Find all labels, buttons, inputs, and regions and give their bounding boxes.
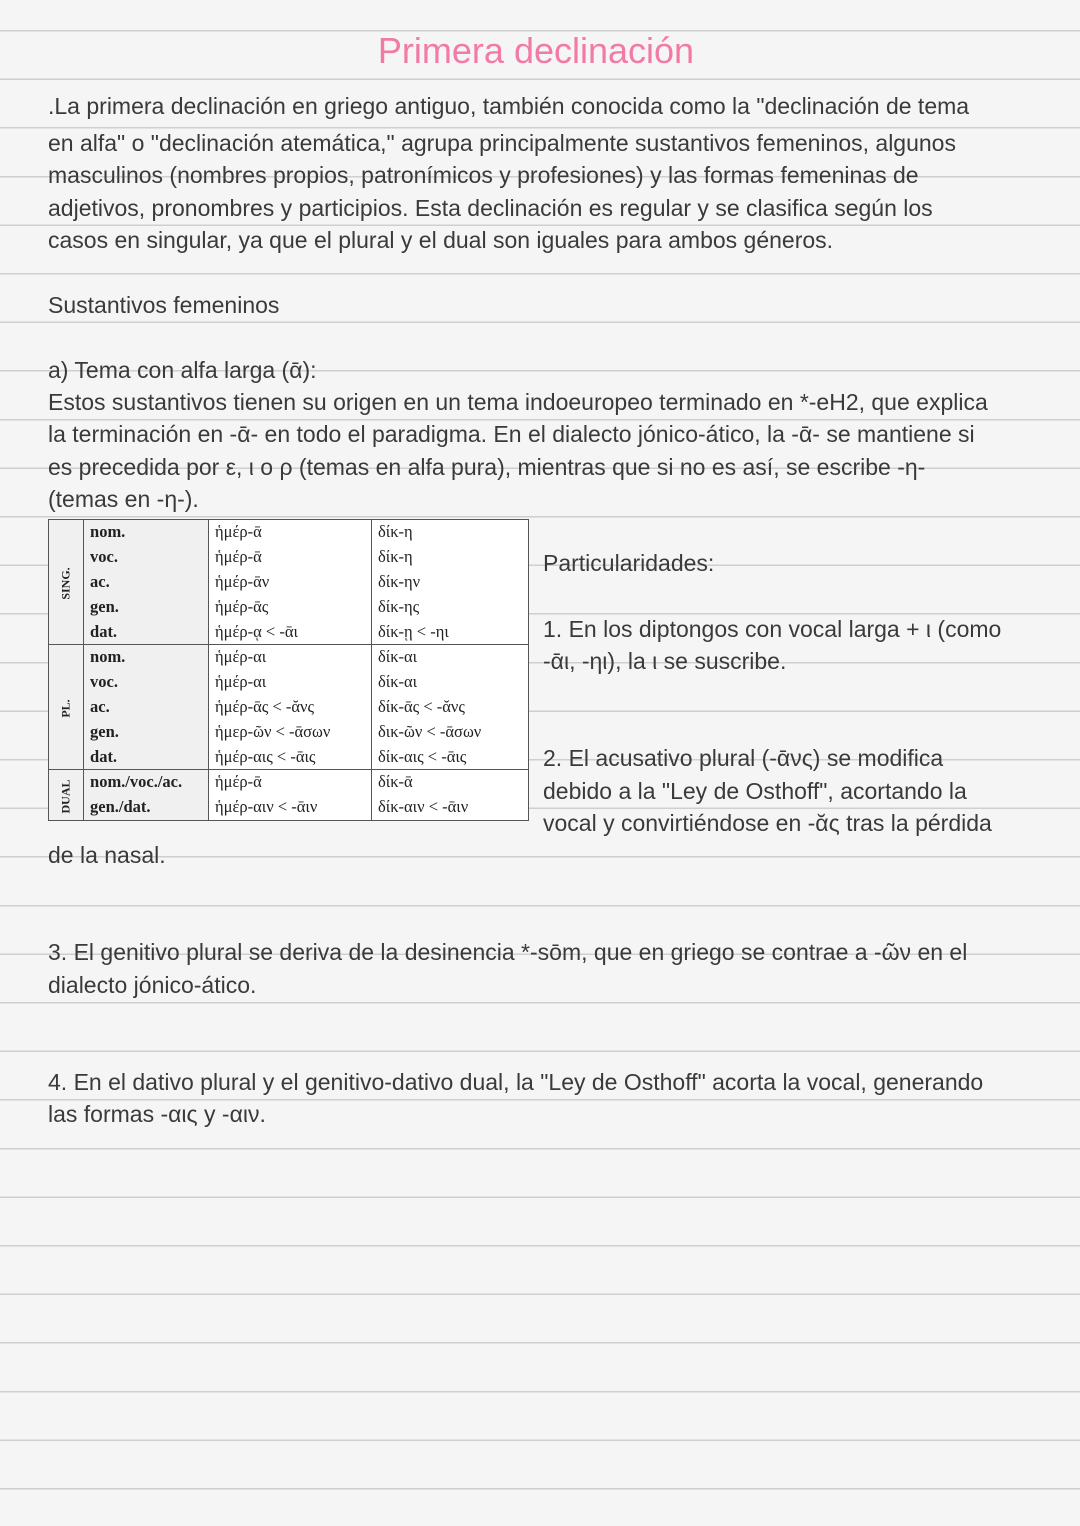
dike-form: δίκ-η	[372, 545, 529, 570]
group-label-text: PL.	[58, 699, 73, 718]
note-1-line: -ᾱι, -ηι), la ι se suscribe.	[543, 648, 787, 674]
number-group-label	[49, 644, 84, 769]
case-label: ac.	[84, 570, 209, 595]
note-2-line: debido a la "Ley de Osthoff", acortando la	[543, 778, 967, 804]
note-4-line: las formas -αις y -αιν.	[48, 1101, 266, 1127]
case-label: nom.	[84, 644, 209, 669]
particularities-heading: Particularidades:	[543, 550, 715, 576]
table-row	[49, 795, 529, 820]
subsection-line: la terminación en -ᾱ- en todo el paradigma. En el dialecto jónico-ático, la -ᾱ- se mantiene si	[48, 421, 975, 447]
case-label: nom.	[84, 520, 209, 545]
table-row	[49, 744, 529, 769]
dike-form: δίκ-η	[372, 520, 529, 545]
hemera-form: ἡμέρ-ᾱ	[209, 520, 372, 545]
case-label: gen./dat.	[84, 795, 209, 820]
hemera-form: ἡμέρ-ᾱς < -ᾰνς	[209, 695, 372, 720]
table-row	[49, 594, 529, 619]
subsection-line: es precedida por ε, ι o ρ (temas en alfa pura), mientras que si no es así, se escribe -η-	[48, 454, 926, 480]
case-label: dat.	[84, 619, 209, 644]
dike-form: δίκ-ᾱ	[372, 769, 529, 794]
case-label: dat.	[84, 744, 209, 769]
dike-form: δίκ-αι	[372, 644, 529, 669]
case-label: gen.	[84, 719, 209, 744]
page-title: Primera declinación	[377, 30, 695, 71]
case-label: voc.	[84, 670, 209, 695]
note-3-line: dialecto jónico-ático.	[48, 972, 257, 998]
section-heading: Sustantivos femeninos	[48, 292, 280, 318]
table-row	[49, 644, 529, 669]
intro-line: en alfa" o "declinación atemática," agrupa principalmente sustantivos femeninos, algunos	[48, 130, 956, 156]
table-row	[49, 670, 529, 695]
hemera-form: ἡμέρ-ᾱς	[209, 594, 372, 619]
intro-line: adjetivos, pronombres y participios. Esta declinación es regular y se clasifica según los	[48, 195, 933, 221]
hemera-form: ἡμέρ-ᾱν	[209, 570, 372, 595]
hemera-form: ἡμέρ-ᾱ	[209, 545, 372, 570]
declension-table	[48, 519, 529, 821]
note-1-line: 1. En los diptongos con vocal larga + ι (como	[543, 616, 1002, 642]
table-row	[49, 719, 529, 744]
dike-form: δίκ-ῃ < -ηι	[372, 619, 529, 644]
number-group-label	[49, 520, 84, 645]
group-label-text: SING.	[58, 567, 73, 600]
case-label: voc.	[84, 545, 209, 570]
note-4-line: 4. En el dativo plural y el genitivo-dativo dual, la "Ley de Osthoff" acorta la vocal, generando	[48, 1069, 984, 1095]
hemera-form: ἡμέρ-ᾳ < -ᾱι	[209, 619, 372, 644]
note-2-line: 2. El acusativo plural (-ᾱνς) se modifica	[543, 745, 944, 771]
dike-form: δίκ-ης	[372, 594, 529, 619]
dike-form: δίκ-αιν < -ᾱιν	[372, 795, 529, 820]
subsection-line: a) Tema con alfa larga (ᾱ):	[48, 357, 317, 383]
case-label: gen.	[84, 594, 209, 619]
table-row	[49, 520, 529, 545]
table-row	[49, 619, 529, 644]
intro-line: casos en singular, ya que el plural y el dual son iguales para ambos géneros.	[48, 227, 834, 253]
dike-form: δίκ-αι	[372, 670, 529, 695]
table-row	[49, 695, 529, 720]
intro-line: .La primera declinación en griego antiguo, también conocida como la "declinación de tema	[48, 93, 970, 119]
group-label-text: DUAL	[58, 779, 73, 814]
table-row	[49, 570, 529, 595]
case-label: nom./voc./ac.	[84, 769, 209, 794]
table-row	[49, 545, 529, 570]
table-row	[49, 769, 529, 794]
intro-line: masculinos (nombres propios, patronímicos y profesiones) y las formas femeninas de	[48, 162, 919, 188]
case-label: ac.	[84, 695, 209, 720]
dike-form: δικ-ῶν < -ᾱσων	[372, 719, 529, 744]
note-2-line: vocal y convirtiéndose en -ᾰς tras la pérdida	[543, 810, 992, 836]
hemera-form: ἡμέρ-αιν < -ᾱιν	[209, 795, 372, 820]
subsection-line: (temas en -η-).	[48, 486, 199, 512]
number-group-label	[49, 769, 84, 820]
hemera-form: ἡμέρ-αι	[209, 670, 372, 695]
hemera-form: ἡμερ-ῶν < -ᾱσων	[209, 719, 372, 744]
hemera-form: ἡμέρ-αι	[209, 644, 372, 669]
hemera-form: ἡμέρ-αις < -ᾱις	[209, 744, 372, 769]
hemera-form: ἡμέρ-ᾱ	[209, 769, 372, 794]
dike-form: δίκ-αις < -ᾱις	[372, 744, 529, 769]
note-2-tail: de la nasal.	[48, 842, 166, 868]
dike-form: δίκ-ᾱς < -ᾰνς	[372, 695, 529, 720]
note-3-line: 3. El genitivo plural se deriva de la desinencia *-sōm, que en griego se contrae a -ῶν en el	[48, 939, 968, 965]
subsection-line: Estos sustantivos tienen su origen en un tema indoeuropeo terminado en *-eH2, que explica	[48, 389, 988, 415]
dike-form: δίκ-ην	[372, 570, 529, 595]
